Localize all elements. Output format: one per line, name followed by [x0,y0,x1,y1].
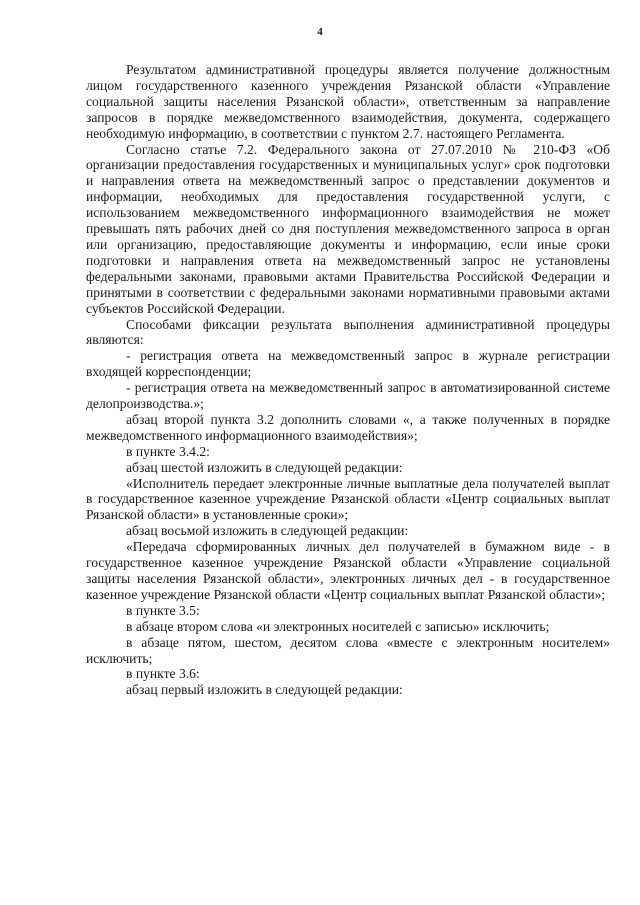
paragraph-eighth-abzac: абзац восьмой изложить в следующей редакции: [126,523,409,539]
paragraph-sixth-abzac: абзац шестой изложить в следующей редакции: [126,459,403,475]
paragraph-first-abzac: абзац первый изложить в следующей редакции: [126,682,403,698]
paragraph-transfer: «Передача сформированных личных дел получателей в бумажном виде - в государственное казенное учреждение Рязанской области «Управление социальной защиты населения Рязанской области», электронных личных дел - в государственное казенное учреждение Рязанской области «Центр социальных выплат Рязанской области»; [86,539,610,602]
paragraph-item-3-4-2: в пункте 3.4.2: [126,443,210,459]
paragraph-article-7-2: Согласно статье 7.2. Федерального закона от 27.07.2010 № 210-ФЗ «Об организации предоставления государственных и муниципальных услуг» срок подготовки и направления ответа на межведомственный запрос о представлении документов и информации, необходимых для предоставления государственной услуги, с использованием межведомственного информационного взаимодействия не может превышать пять рабочих дней со дня поступления межведомственного запроса в орган или организацию, предоставляющие документы и информацию, если иные сроки подготовки и направления ответа на межведомственный запрос не установлены федеральными законами, правовыми актами Правительства Российской Федерации и принятыми в соответствии с федеральными законами нормативными правовыми актами субъектов Российской Федерации. [86,141,610,316]
document-body [86,62,610,698]
paragraph-automated-registration: - регистрация ответа на межведомственный запрос в автоматизированной системе делопроизводства.»; [86,380,610,412]
paragraph-item-3-2: абзац второй пункта 3.2 дополнить словами «, а также полученных в порядке межведомственного информационного взаимодействия»; [86,411,610,443]
paragraph-fifth-sixth-tenth: в абзаце пятом, шестом, десятом слова «вместе с электронным носителем» исключить; [86,634,610,666]
page-number: 4 [317,26,323,38]
paragraph-journal-registration: - регистрация ответа на межведомственный запрос в журнале регистрации входящей корреспонденции; [86,348,610,380]
paragraph-fixation-methods: Способами фиксации результата выполнения административной процедуры являются: [86,316,610,348]
paragraph-result: Результатом административной процедуры является получение должностным лицом государственного казенного учреждения Рязанской области «Управление социальной защиты населения Рязанской области», ответственным за направление запросов в порядке межведомственного взаимодействия, документа, содержащего необходимую информацию, в соответствии с пунктом 2.7. настоящего Регламента. [86,62,610,141]
paragraph-item-3-5: в пункте 3.5: [126,602,200,618]
paragraph-second-abzac: в абзаце втором слова «и электронных носителей с записью» исключить; [126,618,550,634]
paragraph-item-3-6: в пункте 3.6: [126,666,200,682]
paragraph-executor: «Исполнитель передает электронные личные выплатные дела получателей выплат в государственное казенное учреждение Рязанской области «Центр социальных выплат Рязанской области» в установленные сроки»; [86,475,610,523]
